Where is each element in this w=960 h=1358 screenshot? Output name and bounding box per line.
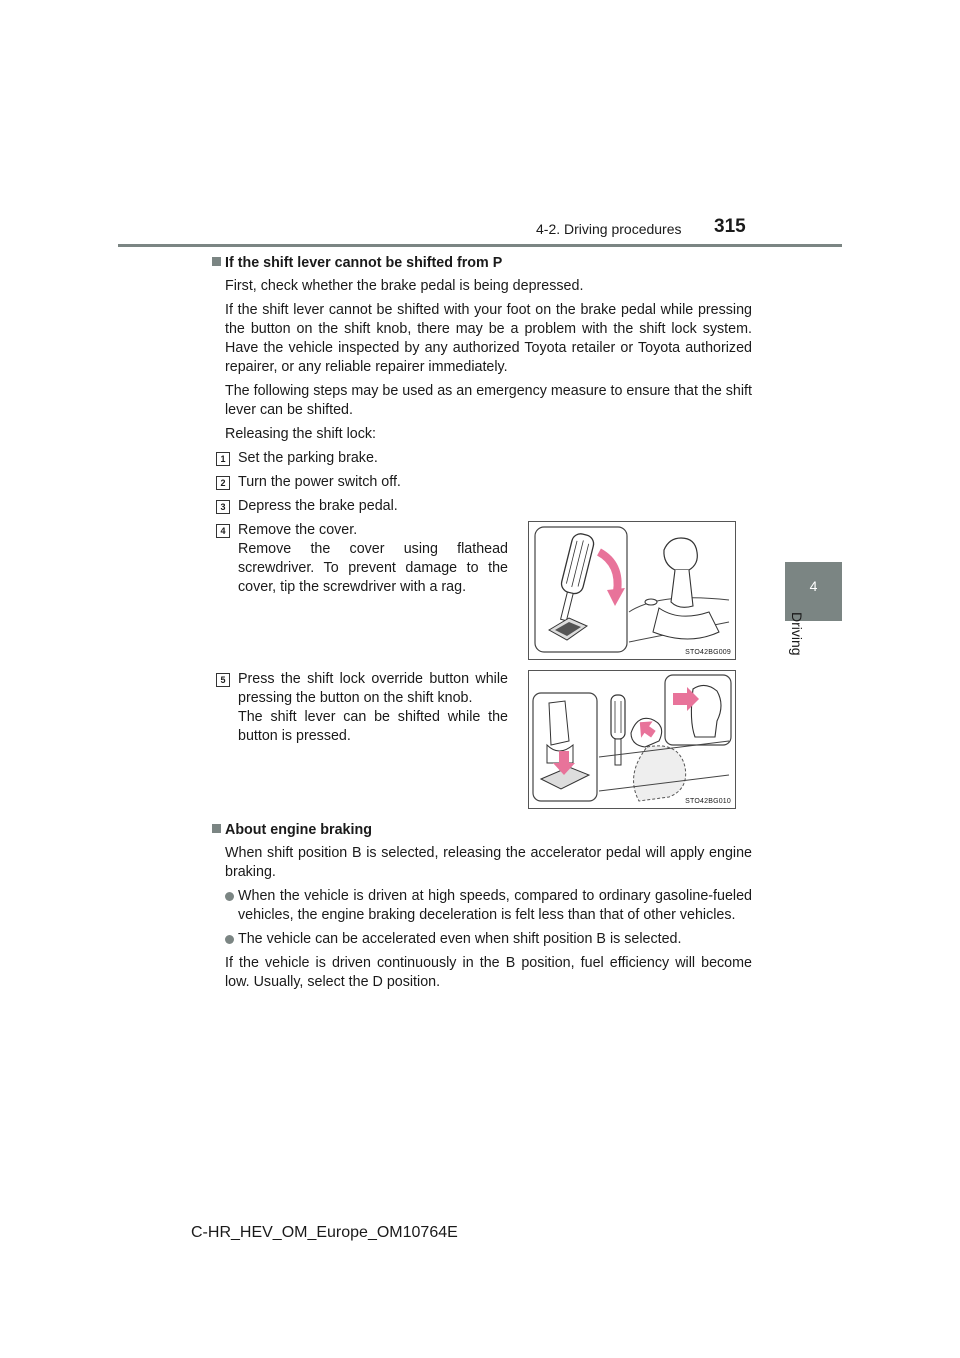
step-text: Press the shift lock override button while pressing the button on the shift knob. The shift lever can be shifted while the button is pressed. (238, 671, 508, 744)
paragraph: Releasing the shift lock: (225, 426, 376, 442)
step-number-box: 2 (216, 476, 230, 490)
bullet-item: The vehicle can be accelerated even when shift position B is selected. (212, 930, 752, 949)
square-bullet-icon (212, 824, 221, 833)
step-number-box: 5 (216, 673, 230, 687)
chapter-tab-number: 4 (809, 578, 818, 594)
paragraph: When shift position B is selected, releasing the accelerator pedal will apply engine braking. (225, 845, 752, 880)
page-number: 315 (714, 216, 746, 237)
paragraph: First, check whether the brake pedal is being depressed. (225, 278, 584, 294)
figure-code: STO42BG010 (685, 798, 731, 805)
square-bullet-icon (212, 257, 221, 266)
header-divider (118, 244, 842, 247)
step-5 (216, 670, 752, 819)
step-2 (216, 473, 752, 492)
main-content (212, 254, 752, 997)
paragraph: The following steps may be used as an emergency measure to ensure that the shift lever can be shifted. (225, 383, 752, 418)
step-text: Depress the brake pedal. (238, 498, 398, 514)
step-1 (216, 449, 752, 468)
section-heading-shift-lever: If the shift lever cannot be shifted from P (212, 254, 752, 273)
step-text: Remove the cover. Remove the cover using flathead screwdriver. To prevent damage to the cover, tip the screwdriver with a rag. (238, 522, 508, 595)
step-3 (216, 497, 752, 516)
shift-lock-override-illustration (528, 670, 736, 809)
step-4 (216, 521, 752, 670)
remove-cover-illustration (528, 521, 736, 660)
step-number-box: 1 (216, 452, 230, 466)
shift-lock-override-drawing (529, 671, 735, 808)
bullet-item: When the vehicle is driven at high speeds, compared to ordinary gasoline-fueled vehicles, the engine braking deceleration is felt less than that of other vehicles. (212, 887, 752, 925)
round-bullet-icon (225, 935, 234, 944)
chapter-tab-label: Driving (789, 612, 805, 656)
section-heading-engine-braking: About engine braking (212, 821, 752, 840)
step-text: Turn the power switch off. (238, 474, 401, 490)
paragraph: If the shift lever cannot be shifted with your foot on the brake pedal while pressing the button on the shift knob, there may be a problem with the shift lock system. Have the vehicle inspected by any authorized Toyota retailer or Toyota authorized repairer, or any reliable repairer immediately. (225, 302, 752, 375)
screwdriver-cover-drawing (529, 522, 735, 659)
document-code: C-HR_HEV_OM_Europe_OM10764E (191, 1224, 458, 1241)
section-title: 4-2. Driving procedures (536, 221, 682, 237)
step-number-box: 4 (216, 524, 230, 538)
round-bullet-icon (225, 892, 234, 901)
step-number-box: 3 (216, 500, 230, 514)
paragraph: If the vehicle is driven continuously in the B position, fuel efficiency will become low. Usually, select the D position. (225, 955, 752, 990)
figure-code: STO42BG009 (685, 649, 731, 656)
step-text: Set the parking brake. (238, 450, 378, 466)
